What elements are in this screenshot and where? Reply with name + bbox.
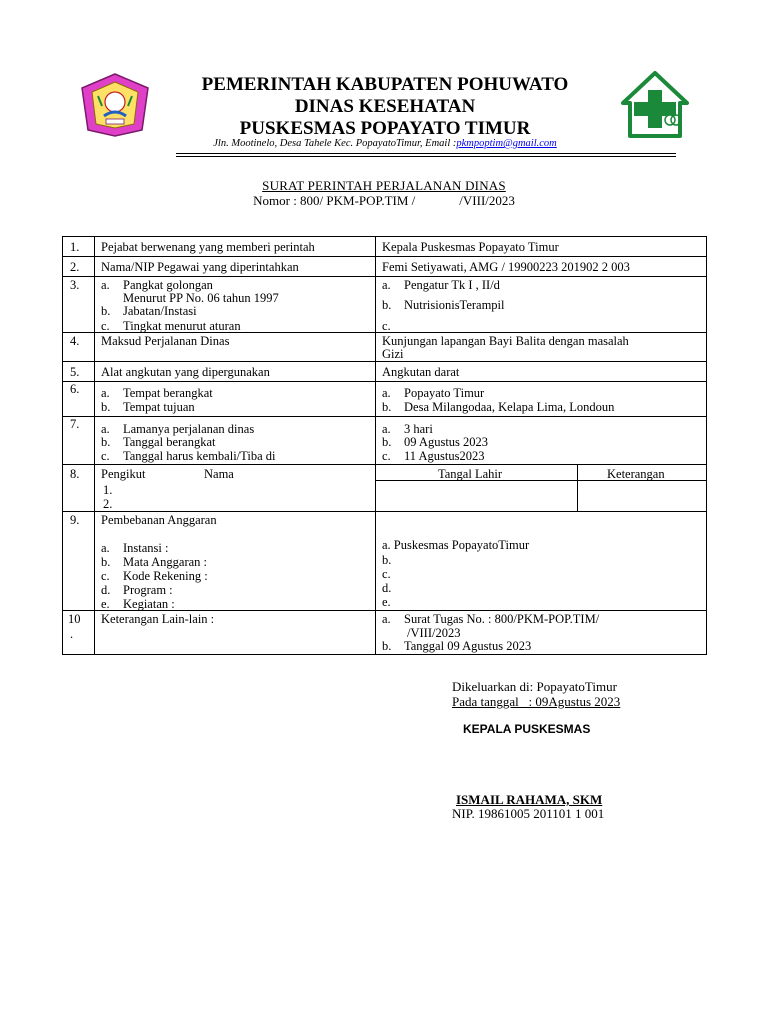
row7-value-b: b. 09 Agustus 2023: [382, 435, 489, 449]
row1-label: Pejabat berwenang yang memberi perintah: [101, 240, 315, 254]
row9-value-c: c.: [382, 567, 391, 581]
row2-value: Femi Setiyawati, AMG / 19900223 201902 2 003: [382, 260, 630, 274]
row9-item-c: c. Kode Rekening :: [101, 569, 208, 583]
row7-value-c: c. 11 Agustus2023: [382, 449, 485, 463]
row4-label: Maksud Perjalanan Dinas: [101, 334, 230, 348]
row3-value-a: a. Pengatur Tk I , II/d: [382, 278, 500, 292]
row10-label: Keterangan Lain-lain :: [101, 612, 215, 626]
document-title: SURAT PERINTAH PERJALANAN DINAS: [262, 178, 506, 193]
header-agency: DINAS KESEHATAN: [294, 96, 476, 117]
document-number: [0, 193, 768, 209]
row7-number: 7.: [70, 417, 80, 431]
row6-value-a: a. Popayato Timur: [382, 386, 485, 400]
pohuwato-regency-emblem-icon: [78, 72, 152, 138]
row9-item-e: e. Kegiatan :: [101, 597, 175, 611]
row7-item-c: c. Tanggal harus kembali/Tiba di: [101, 449, 276, 463]
row3-item-c: c. Tingkat menurut aturan: [101, 319, 241, 333]
header-rule: [176, 153, 676, 154]
row5-label: Alat angkutan yang dipergunakan: [101, 365, 270, 379]
row9-value-b: b.: [382, 553, 392, 567]
number-left: Nomor : 800/ PKM-POP.TIM /: [253, 193, 416, 208]
row1-number: 1.: [70, 240, 80, 254]
row9-number: 9.: [70, 513, 80, 527]
row6-item-b: b. Tempat tujuan: [101, 400, 195, 414]
row4-number: 4.: [70, 334, 80, 348]
row3-value-c: c.: [382, 319, 391, 333]
row10-value-b: b. Tanggal 09 Agustus 2023: [382, 639, 532, 653]
row5-value: Angkutan darat: [382, 365, 460, 379]
signer-name: ISMAIL RAHAMA, SKM: [456, 792, 603, 807]
row6-number: 6.: [70, 382, 80, 396]
row9-value-e: e.: [382, 595, 391, 609]
row3-item-a: a. Pangkat golongan: [101, 278, 213, 292]
row6-item-a: a. Tempat berangkat: [101, 386, 213, 400]
row6-value-b: b. Desa Milangodaa, Kelapa Lima, Londoun: [382, 400, 615, 414]
row5-number: 5.: [70, 365, 80, 379]
header-government: PEMERINTAH KABUPATEN POHUWATO: [201, 74, 569, 95]
row10-number: 10: [68, 612, 81, 626]
row9-item-a: a. Instansi :: [101, 541, 169, 555]
row9-label: Pembebanan Anggaran: [101, 513, 217, 527]
row10-value-a2: /VIII/2023: [407, 626, 461, 640]
row3-item-a-note: Menurut PP No. 06 tahun 1997: [123, 291, 279, 305]
issued-place: Dikeluarkan di: PopayatoTimur: [452, 679, 617, 694]
signer-nip: NIP. 19861005 201101 1 001: [452, 806, 605, 821]
header-puskesmas: PUSKESMAS POPAYATO TIMUR: [239, 118, 531, 139]
row8-col-dob: Tangal Lahir: [438, 467, 503, 481]
left-logo: [78, 72, 152, 138]
row8-col-name: Nama: [204, 467, 234, 481]
row9-value-a: a. Puskesmas PopayatoTimur: [382, 538, 530, 552]
row4-value-line2: Gizi: [382, 347, 404, 361]
row3-item-b: b. Jabatan/Instasi: [101, 304, 197, 318]
row1-value: Kepala Puskesmas Popayato Timur: [382, 240, 559, 254]
row8-col-note: Keterangan: [607, 467, 665, 481]
puskesmas-cross-house-icon: [620, 70, 690, 140]
row2-label: Nama/NIP Pegawai yang diperintahkan: [101, 260, 299, 274]
row8-item-1: 1.: [103, 483, 113, 497]
row4-value-line1: Kunjungan lapangan Bayi Balita dengan masalah: [382, 334, 629, 348]
row8-item-2: 2.: [103, 497, 113, 511]
row3-number: 3.: [70, 278, 80, 292]
row7-item-a: a. Lamanya perjalanan dinas: [101, 422, 255, 436]
address-text: Jln. Mootinelo, Desa Tahele Kec. PopayatoTimur, Email :: [213, 138, 457, 149]
row10-value-a: a. Surat Tugas No. : 800/PKM-POP.TIM/: [382, 612, 600, 626]
right-logo: [620, 70, 690, 140]
row9-item-d: d. Program :: [101, 583, 173, 597]
issued-date: Pada tanggal : 09Agustus 2023: [452, 694, 621, 709]
header-rule-thin: [176, 156, 676, 157]
row3-value-b: b. NutrisionisTerampil: [382, 298, 505, 312]
number-right: /VIII/2023: [459, 193, 515, 208]
row8-label: Pengikut: [101, 467, 146, 481]
row9-item-b: b. Mata Anggaran :: [101, 555, 208, 569]
row9-value-d: d.: [382, 581, 392, 595]
email-link[interactable]: pkmpoptim@gmail.com: [456, 138, 557, 149]
row8-number: 8.: [70, 467, 80, 481]
row7-value-a: a. 3 hari: [382, 422, 433, 436]
row2-number: 2.: [70, 260, 80, 274]
row10-number-dot: .: [70, 627, 74, 641]
row7-item-b: b. Tanggal berangkat: [101, 435, 216, 449]
signer-position: KEPALA PUSKESMAS: [463, 722, 591, 736]
header-address: [120, 138, 650, 149]
